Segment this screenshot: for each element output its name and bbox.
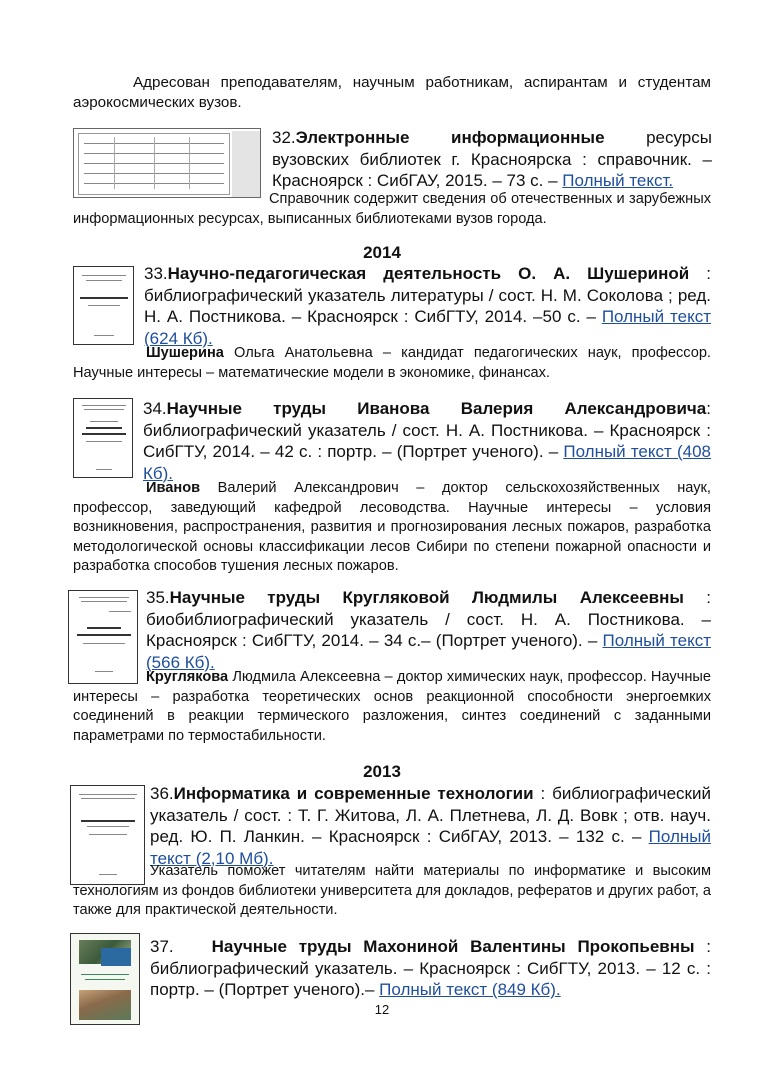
entry-title: Информатика и современные технологии [173,784,534,803]
entry-32 [272,127,712,192]
entry-description: : библиографический указатель литературы / сост. Н. М. Соколова ; ред. Н. А. Постникова. – Красноярск : СибГТУ, 2014. –50 с. – [144,264,711,326]
entry-32-note: Справочник содержит сведения об отечественных и зарубежных информационных ресурсах, выписанных библиотеками вузов города. [73,191,711,227]
entry-title: Научные труды Кругляковой Людмилы Алексеевны [169,588,684,607]
entry-33-note: Шушерина Ольга Анатольевна – кандидат педагогических наук, профессор. Научные интересы – математические модели в экономике, финансах. [73,345,711,381]
entry-title: Научные труды Иванова Валерия Александровича [166,399,707,418]
cover-thumbnail-32 [73,128,261,198]
full-text-link-33[interactable]: Полный текст (624 Кб). [144,307,712,348]
entry-34-note: Иванов Валерий Александрович – доктор сельскохозяйственных наук, профессор, заведующий кафедрой лесоводства. Научные интересы – условия возникновения, распространения, развития и прогнозирования лесных пожаров, разработка методологической основы классификации лесов Сибири по степени пожарной опасности и разработка способов тушения лесных пожаров. [73,480,711,574]
year-heading-2013: 2013 [363,762,401,781]
full-text-link-34[interactable]: Полный текст (408 Кб). [143,442,711,483]
cover-thumbnail-33 [73,266,134,345]
entry-number: 34. [143,399,167,418]
cover-thumbnail-34 [73,398,133,478]
full-text-link-37[interactable]: Полный текст (849 Кб). [379,980,561,999]
entry-number: 36. [150,784,174,803]
entry-description: : библиографический указатель / сост. Н. А. Постникова. – Красноярск : СибГТУ, 2014. – 42 с. : портр. – (Портрет ученого). – [143,399,711,461]
entry-37 [150,936,711,1001]
entry-description: : библиографический указатель / сост. : Т. Г. Житова, Л. А. Плетнева, Л. Д. Вовк ; отв. науч. ред. Ю. П. Ланкин. – Красноярск : СибГАУ, 2013. – 132 с. – [150,784,711,846]
entry-33 [144,263,711,349]
entry-34 [143,398,711,484]
entry-title: Научно-педагогическая деятельность О. А. Шушериной [167,264,690,283]
entry-35-note: Круглякова Людмила Алексеевна – доктор химических наук, профессор. Научные интересы – разработка теоретических основ реакционной способности энергоемких соединений в реакции термического разложения, синтез соединений с заданными параметрами по термостабильности. [73,669,711,744]
entry-number: 33. [144,264,168,283]
entry-36-note: Указатель поможет читателям найти материалы по информатике и высоким технологиям из фондов библиотеки университета для докладов, рефератов и других работ, а также для практической деятельности. [73,863,711,918]
entry-number: 35. [146,588,170,607]
entry-description: : библиографический указатель. – Красноярск : СибГТУ, 2013. – 12 с. : портр. – (Портрет ученого).– [150,937,711,999]
intro-paragraph: Адресован преподавателям, научным работникам, аспирантам и студентам аэрокосмических вузов. [73,74,711,111]
page-number: 12 [374,1002,390,1017]
entry-35 [146,587,711,673]
entry-title: Научные труды Махониной Валентины Прокопьевны [211,937,695,956]
full-text-link-36[interactable]: Полный текст (2,10 Мб). [150,827,711,868]
entry-description: ресурсы вузовских библиотек г. Красноярска : справочник. – Красноярск : СибГАУ, 2015. – 73 с. – [272,128,712,190]
year-heading-2014: 2014 [363,243,401,262]
entry-description: : биобиблиографический указатель / сост. Н. А. Постникова. – Красноярск : СибГТУ, 2014. – 34 с.– (Портрет ученого). – [146,588,711,650]
entry-number: 32. [272,128,296,147]
full-text-link-35[interactable]: Полный текст (566 Кб). [146,631,711,672]
entry-number: 37. [150,937,174,956]
entry-title: Электронные информационные [295,128,605,147]
entry-36 [150,783,711,869]
full-text-link-32[interactable]: Полный текст. [562,171,674,190]
